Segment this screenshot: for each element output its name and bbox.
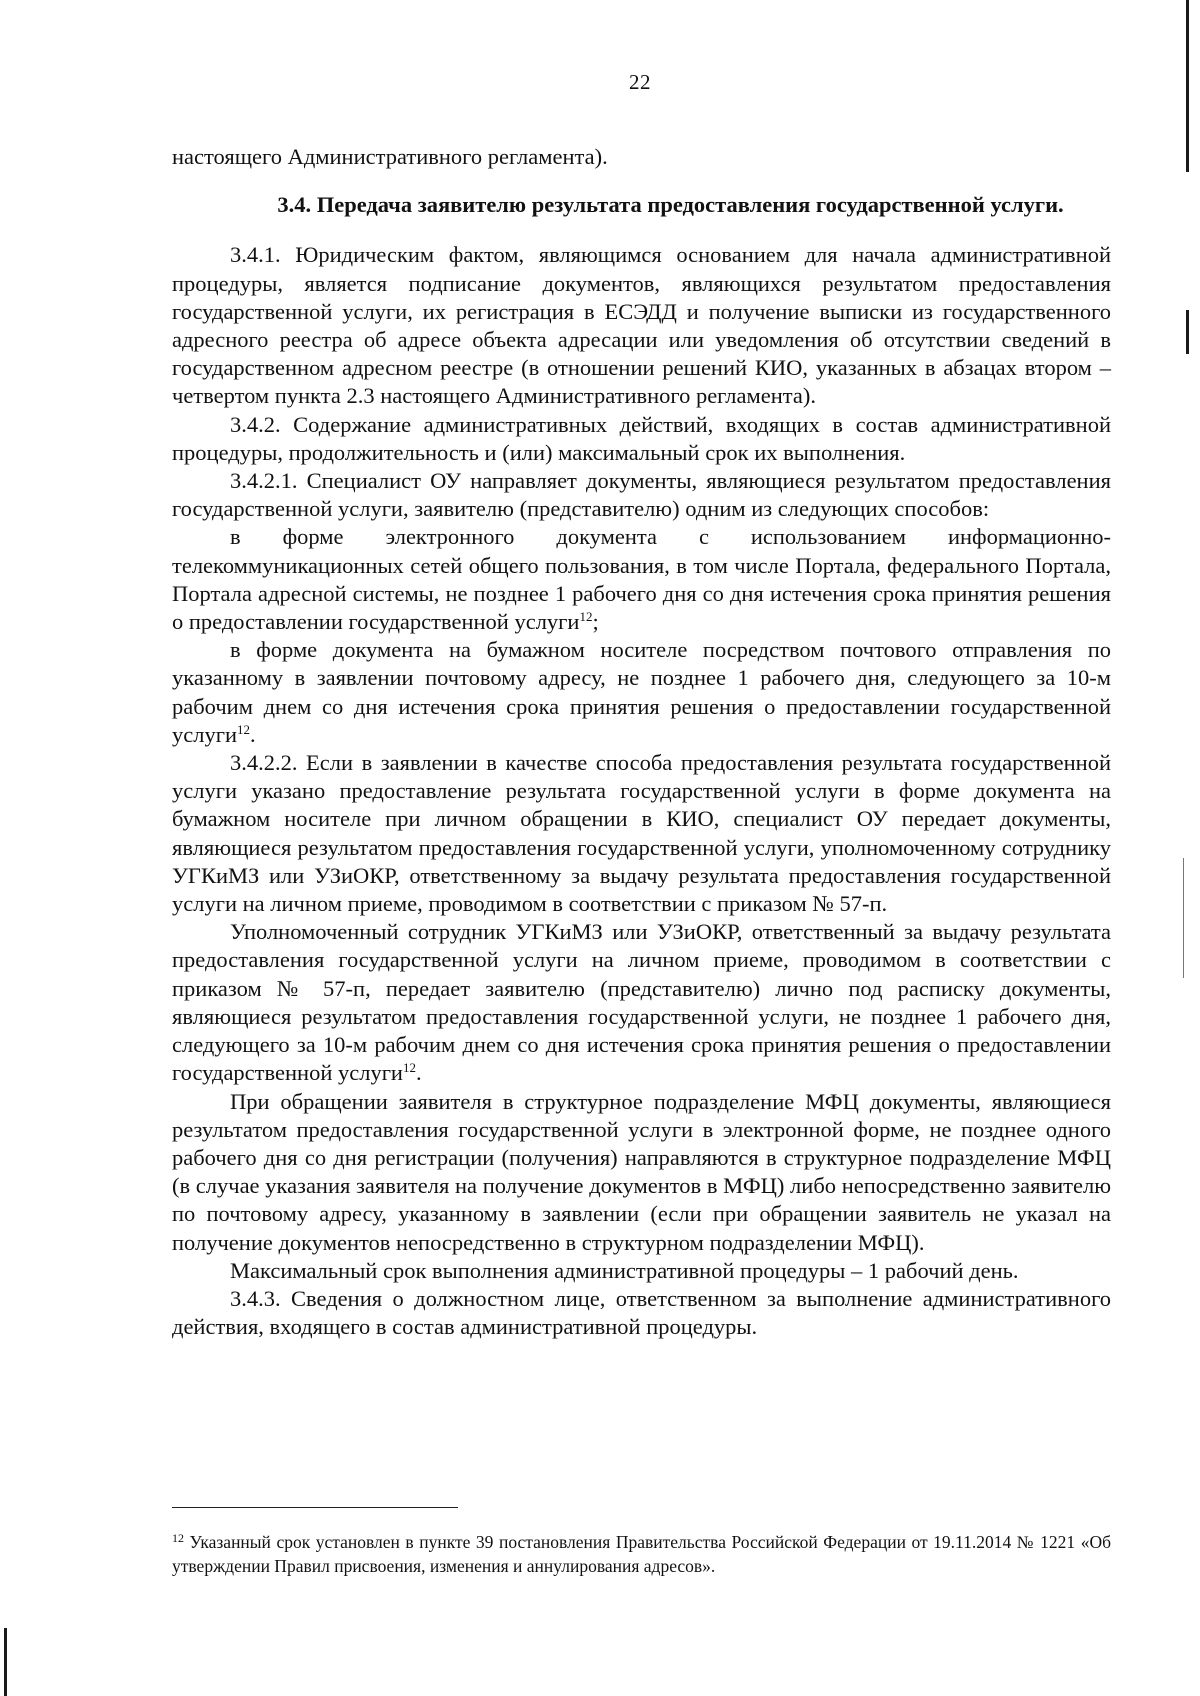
footnote bbox=[172, 1530, 1111, 1578]
footnote-reference: 12 bbox=[579, 609, 593, 625]
footnote-reference: 12 bbox=[402, 1060, 416, 1076]
scan-edge-mark bbox=[1186, 0, 1189, 172]
paragraph-continuation: настоящего Административного регламента). bbox=[172, 144, 608, 169]
paragraph-authorized-employee bbox=[172, 918, 1111, 1087]
paragraph-text: Уполномоченный сотрудник УГКиМЗ или УЗиОКР, ответственный за выдачу результата предоставления государственной услуги на личном приеме, проводимом в соответствии с приказом № 57-п, передает заявителю (представителю) лично под расписку документы, являющиеся результатом предоставления государственной услуги, не позднее 1 рабочего дня, следующего за 10-м рабочим днем со дня истечения срока принятия решения о предоставлении государственной услуги bbox=[172, 919, 1111, 1086]
scan-edge-mark bbox=[1183, 858, 1184, 978]
scan-edge-mark bbox=[4, 1628, 7, 1696]
scan-edge-mark bbox=[1186, 310, 1189, 354]
paragraph-paper-form bbox=[172, 636, 1111, 749]
paragraph-end: ; bbox=[592, 609, 599, 635]
paragraph-max-term: Максимальный срок выполнения административной процедуры – 1 рабочий день. bbox=[230, 1257, 1019, 1283]
paragraph-text: в форме электронного документа с использованием информационно-телекоммуникационных сетей общего пользования, в том числе Портала, федерального Портала, Портала адресной системы, не позднее 1 рабочего дня со дня истечения срока принятия решения о предоставлении государственной услуги bbox=[172, 524, 1111, 635]
paragraph-3-4-2-2: 3.4.2.2. Если в заявлении в качестве способа предоставления результата государственной услуги указано предоставление результата государственной услуги в форме документа на бумажном носителе при личном обращении в КИО, специалист ОУ передает документы, являющиеся результатом предоставления государственной услуги, уполномоченному сотруднику УГКиМЗ или УЗиОКР, ответственному за выдачу результата предоставления государственной услуги на личном приеме, проводимом в соответствии с приказом № 57-п. bbox=[172, 750, 1111, 917]
paragraph-3-4-2-1: 3.4.2.1. Специалист ОУ направляет документы, являющиеся результатом предоставления государственной услуги, заявителю (представителю) одним из следующих способов: bbox=[172, 468, 1111, 522]
paragraph-electronic-form bbox=[172, 523, 1111, 636]
document-body bbox=[172, 143, 1111, 1341]
footnote-text: Указанный срок установлен в пункте 39 постановления Правительства Российской Федерации от 19.11.2014 № 1221 «Об утверждении Правил присвоения, изменения и аннулирования адресов». bbox=[172, 1532, 1111, 1576]
paragraph-end: . bbox=[415, 1060, 422, 1086]
paragraph-3-4-2: 3.4.2. Содержание административных действий, входящих в состав административной процедуры, продолжительность и (или) максимальный срок их выполнения. bbox=[172, 411, 1111, 465]
footnote-divider bbox=[172, 1507, 458, 1508]
footnote-reference: 12 bbox=[236, 721, 250, 737]
paragraph-end: . bbox=[249, 721, 256, 747]
section-heading: 3.4. Передача заявителю результата предоставления государственной услуги. bbox=[277, 192, 1064, 218]
paragraph-mfc: При обращении заявителя в структурное подразделение МФЦ документы, являющиеся результатом предоставления государственной услуги в электронной форме, не позднее одного рабочего дня со дня регистрации (получения) направляются в структурное подразделение МФЦ (в случае указания заявителя на получение документов в МФЦ) либо непосредственно заявителю по почтовому адресу, указанному в заявлении (если при обращении заявитель не указал на получение документов непосредственно в структурном подразделении МФЦ). bbox=[172, 1088, 1111, 1255]
page-number: 22 bbox=[629, 70, 651, 94]
paragraph-3-4-1: 3.4.1. Юридическим фактом, являющимся основанием для начала административной процедуры, является подписание документов, являющихся результатом предоставления государственной услуги, их регистрация в ЕСЭДД и получение выписки из государственного адресного реестра об адресе объекта адресации или уведомления об отсутствии сведений в государственном адресном реестре (в отношении решений КИО, указанных в абзацах втором – четвертом пункта 2.3 настоящего Административного регламента). bbox=[172, 242, 1111, 409]
paragraph-3-4-3: 3.4.3. Сведения о должностном лице, ответственном за выполнение административного действия, входящего в состав административной процедуры. bbox=[172, 1285, 1111, 1340]
footnote-marker: 12 bbox=[172, 1531, 184, 1545]
paragraph-text: в форме документа на бумажном носителе посредством почтового отправления по указанному в заявлении почтовому адресу, не позднее 1 рабочего дня, следующего за 10-м рабочим днем со дня истечения срока принятия решения о предоставлении государственной услуги bbox=[172, 637, 1111, 747]
